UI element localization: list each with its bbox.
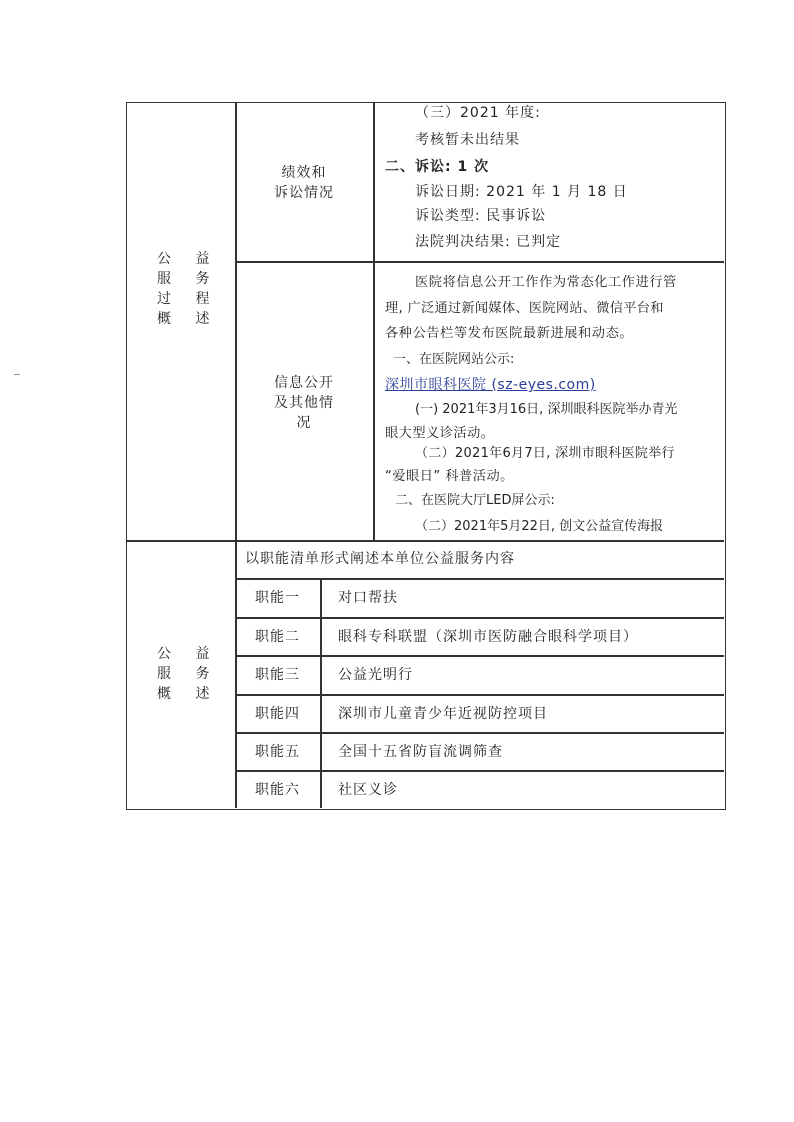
disclosure-label: 信息公开 及其他情 况: [274, 375, 334, 431]
row-divider-f4: [235, 732, 724, 734]
section2-label: 公 益 服 务 概 述: [157, 646, 220, 702]
function-name-3: 职能三: [255, 667, 300, 683]
col-divider-2: [373, 103, 375, 540]
function-name-6: 职能六: [255, 782, 300, 798]
function-content-3: 公益光明行: [338, 667, 413, 683]
section1-label: 公 益 服 务 过 程 概 述: [157, 251, 220, 327]
row-divider-f2: [235, 655, 724, 657]
disc-line-8: （二）2021年6月7日, 深圳市眼科医院举行: [415, 446, 675, 461]
disc-line-6: (一) 2021年3月16日, 深圳眼科医院举办青光: [415, 402, 678, 417]
col-divider-1: [235, 103, 237, 808]
margin-mark: [14, 374, 20, 375]
function-content-2: 眼科专科联盟（深圳市医防融合眼科学项目）: [338, 629, 638, 645]
disc-line-3: 各种公告栏等发布医院最新进展和动态。: [385, 326, 634, 341]
disc-line-9: “爱眼日” 科普活动。: [385, 469, 514, 484]
function-name-4: 职能四: [255, 706, 300, 722]
perf-line-1: （三）2021 年度:: [415, 105, 541, 121]
perf-line-5: 诉讼类型: 民事诉讼: [415, 208, 547, 224]
function-content-1: 对口帮扶: [338, 590, 398, 606]
disc-line-1: 医院将信息公开工作作为常态化工作进行管: [415, 275, 677, 290]
function-name-2: 职能二: [255, 629, 300, 645]
perf-line-4: 诉讼日期: 2021 年 1 月 18 日: [415, 184, 628, 200]
function-content-5: 全国十五省防盲流调筛查: [338, 744, 503, 760]
section-divider: [127, 540, 724, 542]
function-content-6: 社区义诊: [338, 782, 398, 798]
disc-line-11: （二）2021年5月22日, 创文公益宣传海报: [415, 519, 664, 534]
performance-label: 绩效和 诉讼情况: [274, 165, 334, 201]
function-name-1: 职能一: [255, 590, 300, 606]
perf-line-2: 考核暂未出结果: [415, 132, 520, 148]
function-content-4: 深圳市儿童青少年近视防控项目: [338, 706, 548, 722]
disc-line-7: 眼大型义诊活动。: [385, 426, 495, 441]
row-divider-perf: [235, 261, 724, 263]
row-divider-intro: [235, 578, 724, 580]
function-name-5: 职能五: [255, 744, 300, 760]
perf-line-3: 二、诉讼: 1 次: [385, 159, 490, 175]
public-service-table: [126, 102, 726, 810]
disc-line-10: 二、在医院大厅LED屏公示:: [395, 493, 555, 508]
row-divider-f1: [235, 617, 724, 619]
functions-intro: 以职能清单形式阐述本单位公益服务内容: [245, 551, 515, 567]
row-divider-f3: [235, 694, 724, 696]
disc-line-4: 一、在医院网站公示:: [393, 352, 515, 367]
disc-line-2: 理, 广泛通过新闻媒体、医院网站、微信平台和: [385, 301, 664, 316]
row-divider-f5: [235, 770, 724, 772]
col-divider-func: [320, 578, 322, 808]
perf-line-6: 法院判决结果: 已判定: [415, 234, 562, 250]
hospital-website-link[interactable]: 深圳市眼科医院 (sz-eyes.com): [385, 377, 596, 393]
